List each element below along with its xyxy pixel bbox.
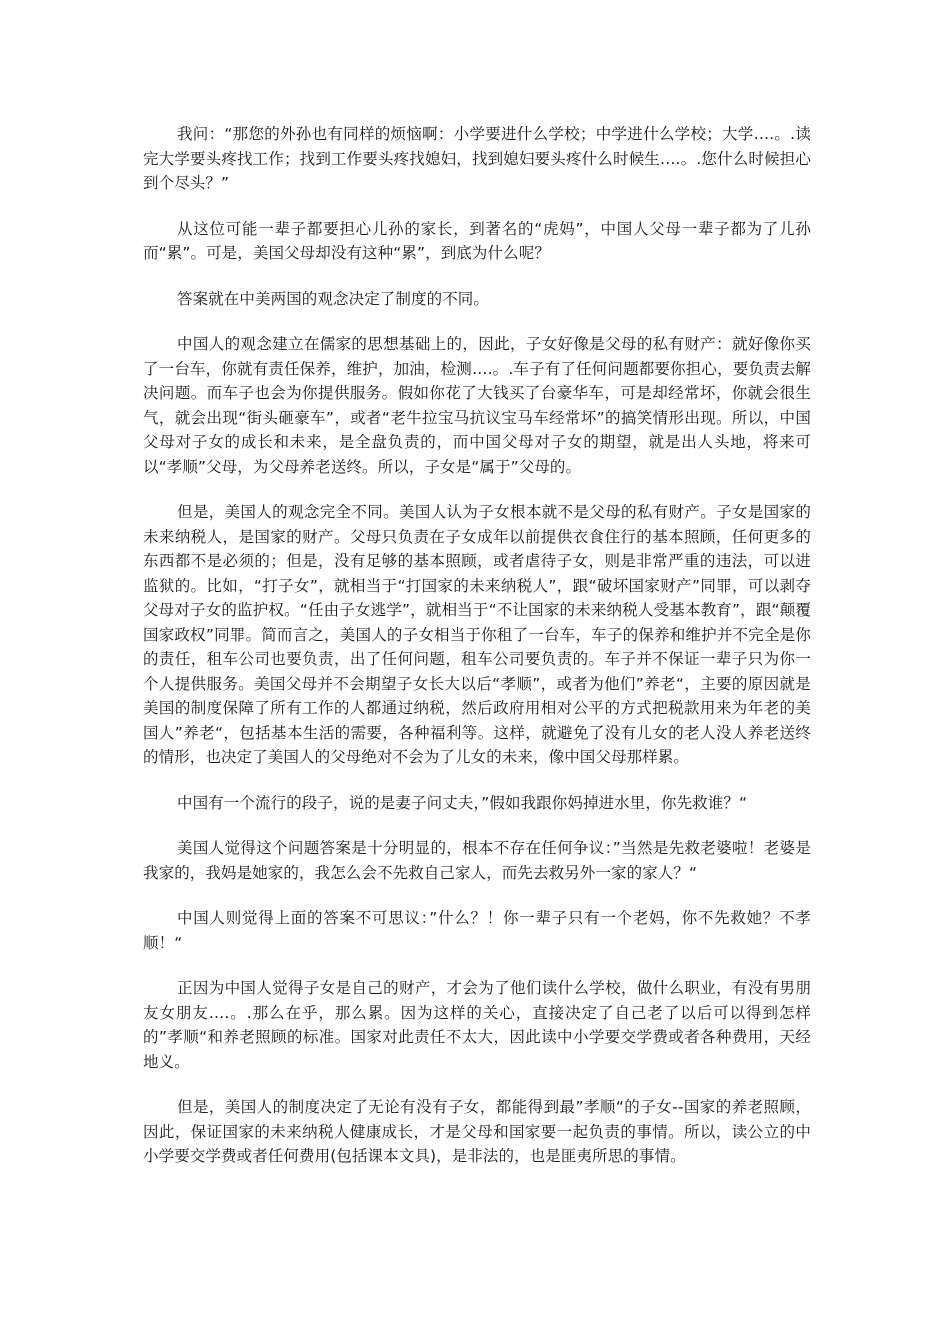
paragraph-8: 中国人则觉得上面的答案不可思议：”什么？！你一辈子只有一个老妈，你不先救她？不孝顺！“ <box>143 909 811 952</box>
paragraph-9: 正因为中国人觉得子女是自己的财产，才会为了他们读什么学校，做什么职业，有没有男朋友女朋友….。.那么在乎，那么累。因为这样的关心，直接决定了自己老了以后可以得到怎样的”孝顺“和养老照顾的标准。国家对此责任不太大，因此读中小学要交学费或者各种费用，天经地义。 <box>143 979 811 1071</box>
paragraph-4: 中国人的观念建立在儒家的思想基础上的，因此，子女好像是父母的私有财产：就好像你买了一台车，你就有责任保养，维护，加油，检测….。.车子有了任何问题都要你担心，要负责去解决问题。而车子也会为你提供服务。假如你花了大钱买了台豪华车，可是却经常坏，你就会很生气，就会出现“街头砸豪车”，或者“老牛拉宝马抗议宝马车经常坏”的搞笑情形出现。所以，中国父母对子女的成长和未来，是全盘负责的，而中国父母对子女的期望，就是出人头地，将来可以“孝顺”父母，为父母养老送终。所以，子女是“属于”父母的。 <box>143 335 811 476</box>
paragraph-3: 答案就在中美两国的观念决定了制度的不同。 <box>177 289 490 308</box>
paragraph-2: 从这位可能一辈子都要担心儿孙的家长，到著名的“虎妈”，中国人父母一辈子都为了儿孙而“累”。可是，美国父母却没有这种“累”，到底为什么呢？ <box>143 219 811 262</box>
paragraph-6: 中国有一个流行的段子，说的是妻子问丈夫，”假如我跟你妈掉进水里，你先救谁？“ <box>177 793 748 812</box>
paragraph-1: 我问：“那您的外孙也有同样的烦恼啊：小学要进什么学校；中学进什么学校；大学….。.读完大学要头疼找工作；找到工作要头疼找媳妇，找到媳妇要头疼什么时候生….。.您什么时候担心到个尽头？” <box>143 125 811 192</box>
document-body <box>143 122 811 1190</box>
paragraph-7: 美国人觉得这个问题答案是十分明显的，根本不存在任何争议：”当然是先救老婆啦！老婆是我家的，我妈是她家的，我怎么会不先救自己家人，而先去救另外一家的家人？“ <box>143 839 811 882</box>
paragraph-10: 但是，美国人的制度决定了无论有没有子女，都能得到最”孝顺“的子女--国家的养老照顾，因此，保证国家的未来纳税人健康成长，才是父母和国家要一起负责的事情。所以，读公立的中小学要交学费或者任何费用(包括课本文具)，是非法的，也是匪夷所思的事情。 <box>143 1098 811 1165</box>
paragraph-5: 但是，美国人的观念完全不同。美国人认为子女根本就不是父母的私有财产。子女是国家的未来纳税人，是国家的财产。父母只负责在子女成年以前提供衣食住行的基本照顾，任何更多的东西都不是必须的；但是，没有足够的基本照顾，或者虐待子女，则是非常严重的违法，可以进监狱的。比如，“打子女”，就相当于“打国家的未来纳税人”，跟“破坏国家财产”同罪，可以剥夺父母对子女的监护权。“任由子女逃学”，就相当于“不让国家的未来纳税人受基本教育”，跟“颠覆国家政权”同罪。简而言之，美国人的子女相当于你租了一台车，车子的保养和维护并不完全是你的责任，租车公司也要负责，出了任何问题，租车公司要负责的。车子并不保证一辈子只为你一个人提供服务。美国父母并不会期望子女长大以后“孝顺”，或者为他们”养老“，主要的原因就是美国的制度保障了所有工作的人都通过纳税，然后政府用相对公平的方式把税款用来为年老的美国人”养老“，包括基本生活的需要，各种福利等。这样，就避免了没有儿女的老人没人养老送终的情形，也决定了美国人的父母绝对不会为了儿女的未来，像中国父母那样累。 <box>143 503 811 766</box>
